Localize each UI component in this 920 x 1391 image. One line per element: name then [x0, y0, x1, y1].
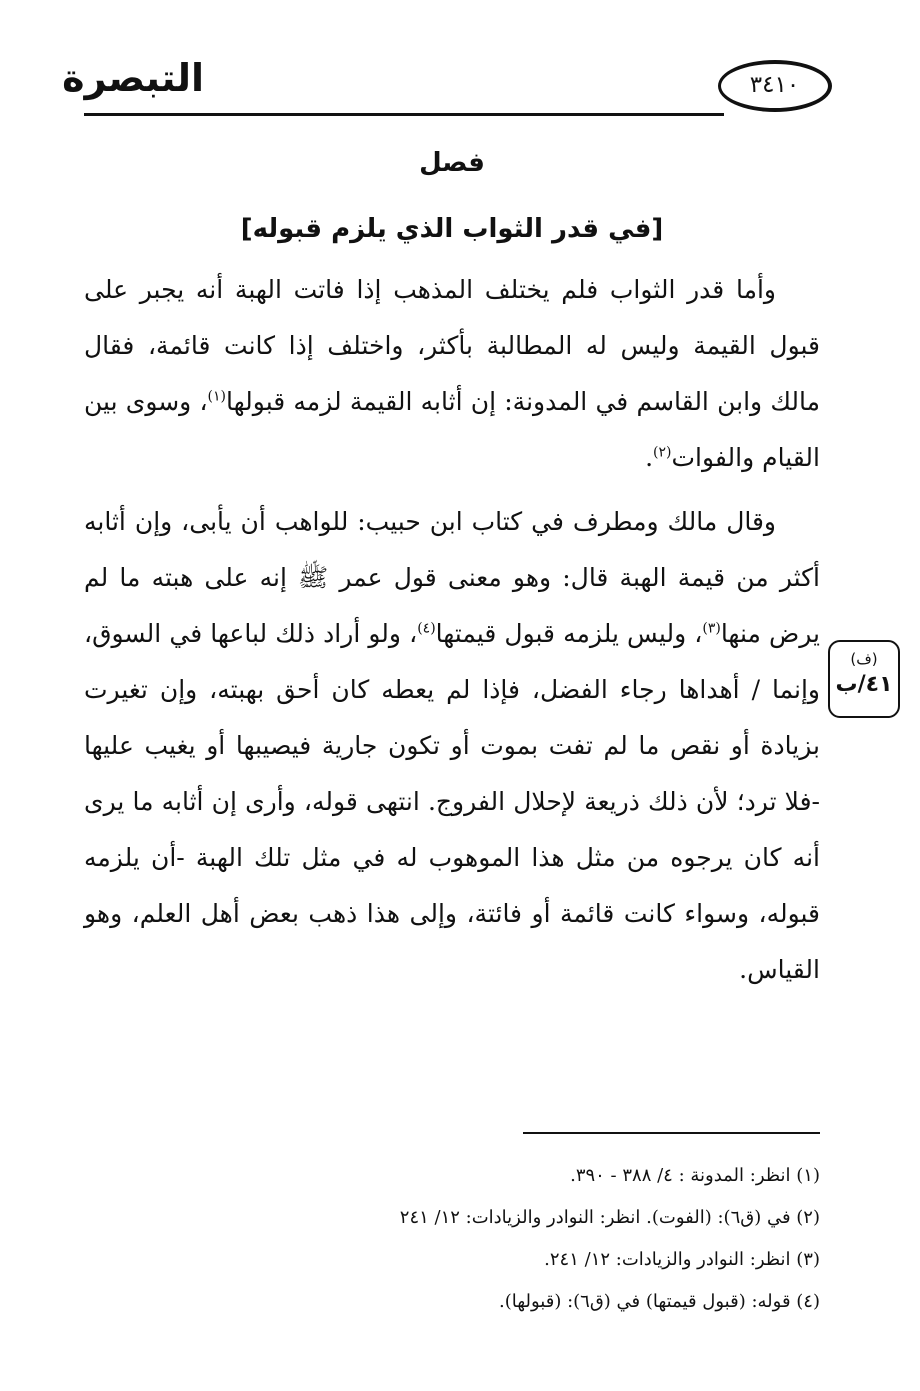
section-title: فصل	[419, 148, 485, 178]
footnote-ref-1[interactable]: (١)	[207, 388, 227, 405]
paragraph-2-text-a: وقال مالك ومطرف في كتاب ابن حبيب: للواهب أن يأبى، وإن أثابه أكثر من قيمة الهبة قال: وهو معنى قول عمر ﷺ إنه على هبته ما لم يرض منها	[84, 507, 820, 648]
margin-note-line-2: ٤١/ب	[835, 672, 893, 697]
footnote-4: (٤) قوله: (قبول قيمتها) في (ق٦): (قبولها).	[498, 1291, 820, 1312]
footnote-ref-3[interactable]: (٣)	[702, 620, 721, 637]
page-number-badge	[718, 60, 832, 112]
footnotes	[84, 1155, 820, 1323]
footnote-3: (٣) انظر: النوادر والزيادات: ١٢/ ٢٤١.	[544, 1249, 820, 1270]
margin-note-line-1: (ف)	[850, 650, 878, 668]
paragraph-2	[84, 494, 820, 998]
paragraph-2-text-c: ، ولو أراد ذلك لباعها في السوق، وإنما / أهداها رجاء الفضل، فإذا لم يعطه كان أحق بهبته، وإن تغيرت بزيادة أو نقص ما لم تفت بموت أو تكون جارية فيصيبها أو يغيب عليها -فلا ترد؛ لأن ذلك ذريعة لإحلال الفروج. انتهى قوله، وأرى إن أثابه ما يرى أنه كان يرجوه من مثل هذا الموهوب له في مثل تلك الهبة -أن يلزمه قبوله، وسواء كانت قائمة أو فائتة، وإلى هذا ذهب بعض أهل العلم، وهو القياس.	[84, 619, 820, 984]
page-number: ٣٤١٠	[749, 72, 800, 98]
footnote-1: (١) انظر: المدونة : ٤/ ٣٨٨ - ٣٩٠.	[570, 1165, 820, 1186]
header-rule	[84, 113, 724, 116]
footnote-ref-2[interactable]: (٢)	[653, 444, 672, 461]
paragraph-2-text-b: ، وليس يلزمه قبول قيمتها	[435, 619, 703, 648]
footnote-separator	[523, 1132, 820, 1134]
footnote-2: (٢) في (ق٦): (الفوت). انظر: النوادر والزيادات: ١٢/ ٢٤١	[399, 1207, 820, 1228]
book-title: التبصرة	[62, 56, 204, 100]
paragraph-1	[84, 262, 820, 486]
paragraph-1-text-b: ، وسوى بين القيام والفوات	[84, 387, 820, 472]
manuscript-folio-marker	[828, 640, 900, 718]
paragraph-1-text-c: .	[645, 443, 654, 472]
section-subtitle: [في قدر الثواب الذي يلزم قبوله]	[240, 214, 664, 244]
paragraph-1-text-a: وأما قدر الثواب فلم يختلف المذهب إذا فاتت الهبة أنه يجبر على قبول القيمة وليس له المطالبة بأكثر، واختلف إذا كانت قائمة، فقال مالك وابن القاسم في المدونة: إن أثابه القيمة لزمه قبولها	[84, 275, 821, 416]
footnote-ref-4[interactable]: (٤)	[417, 620, 436, 637]
